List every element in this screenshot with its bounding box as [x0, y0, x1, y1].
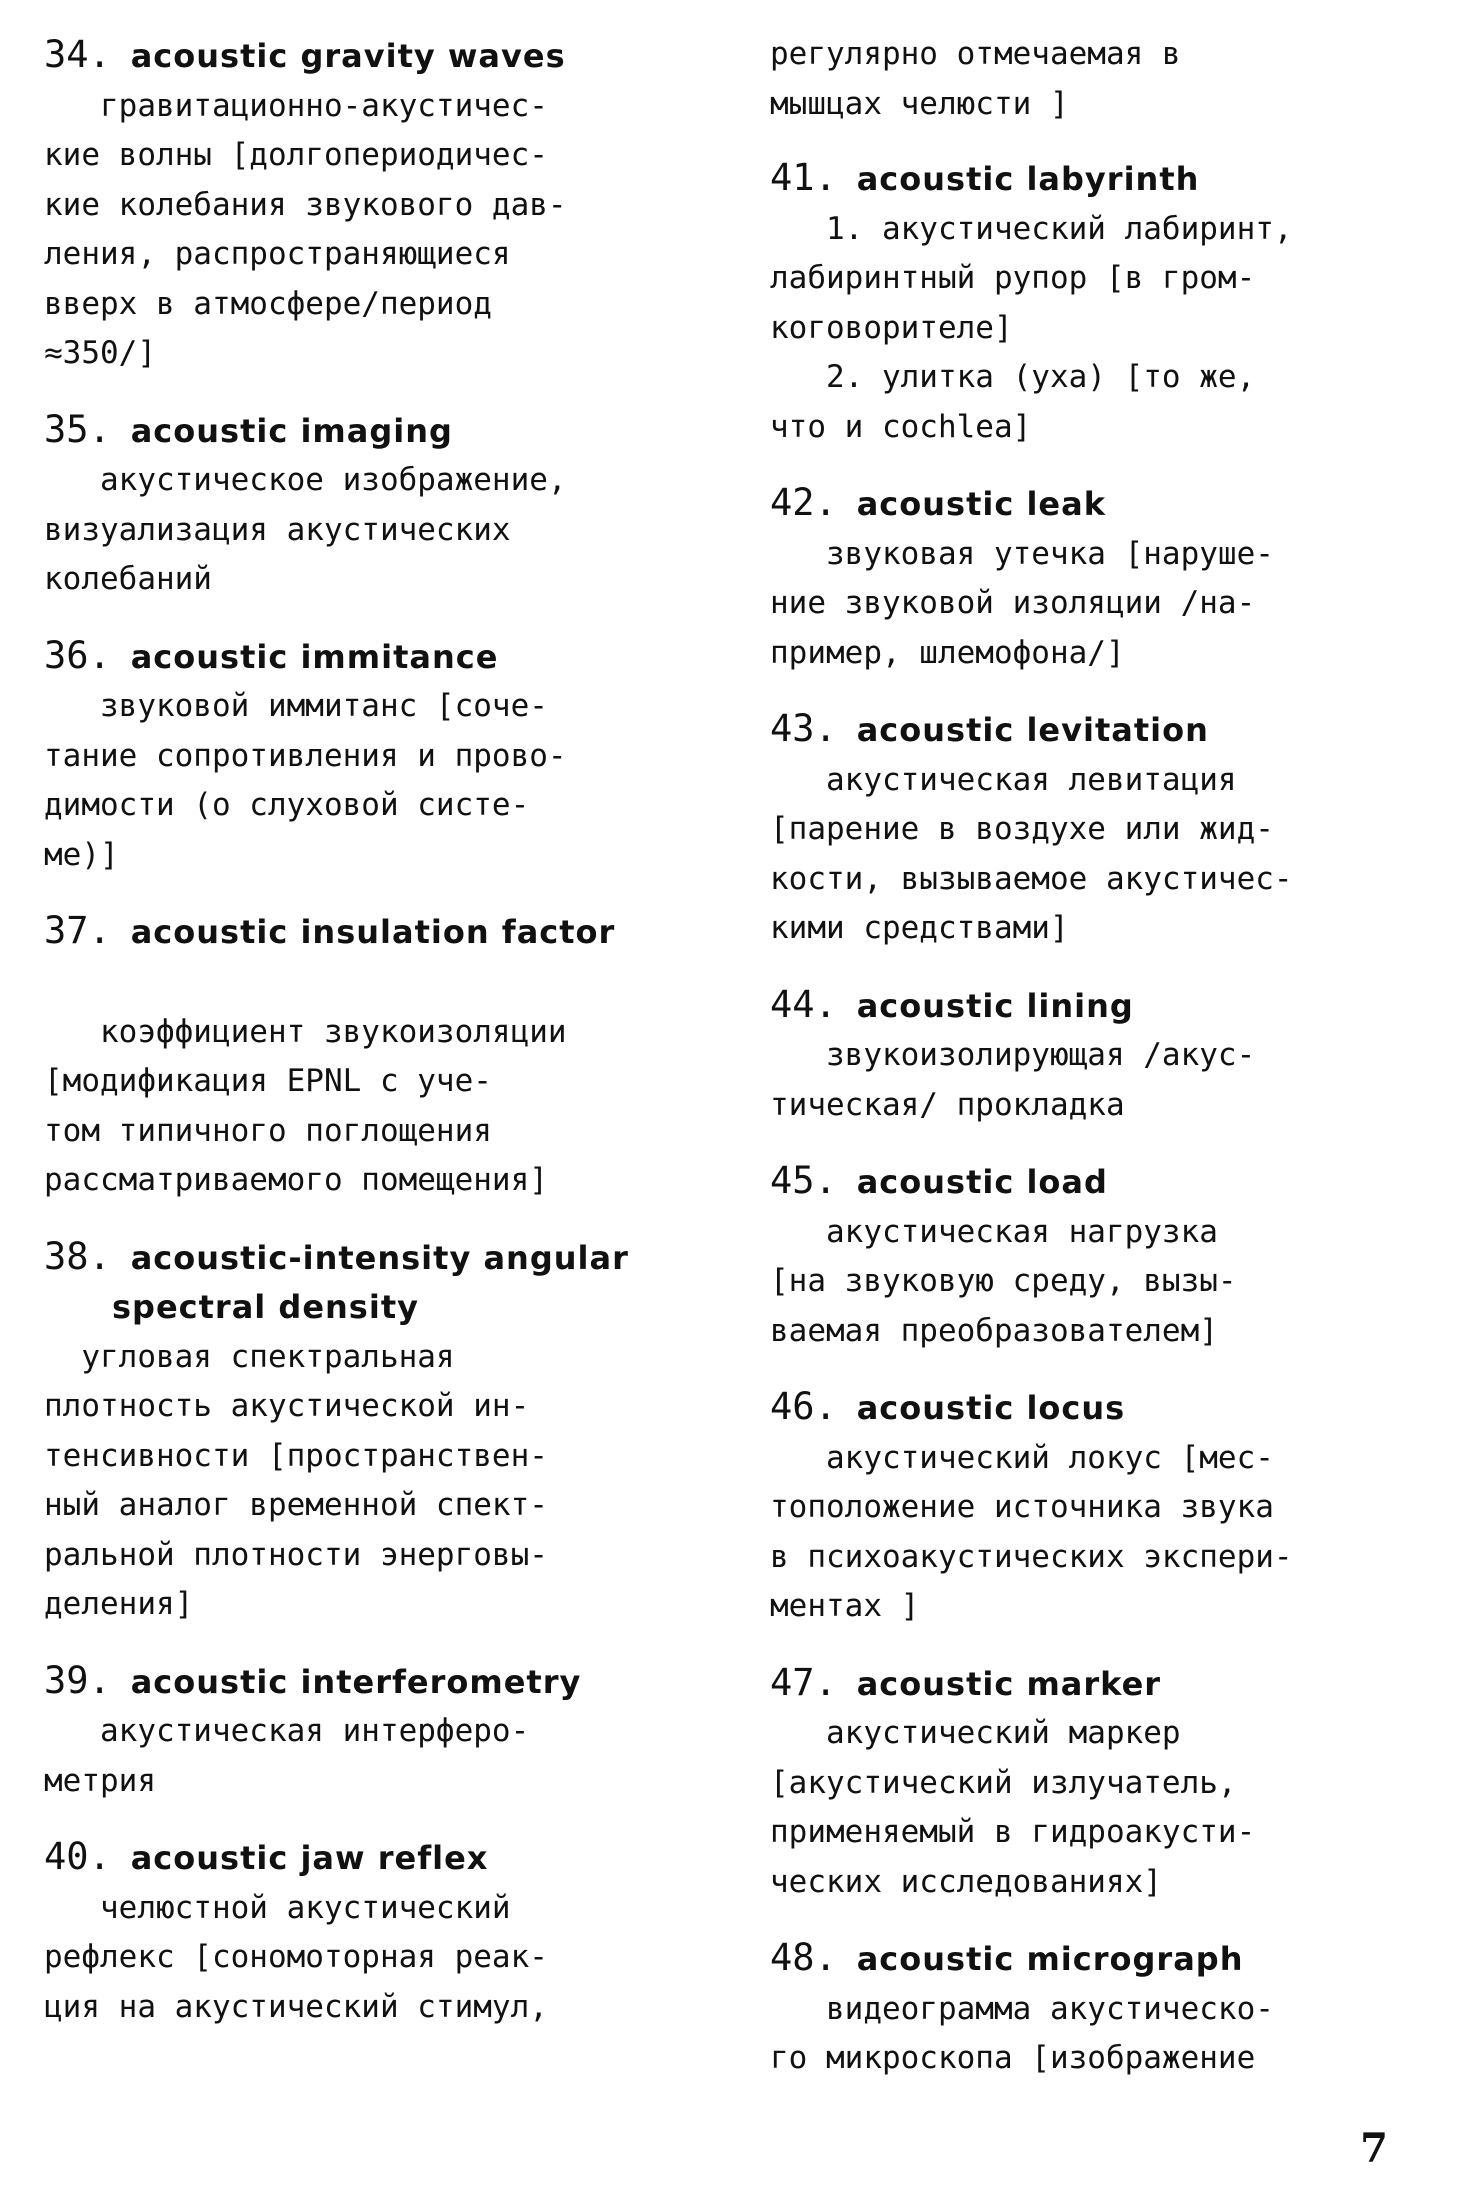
definition-line: лабиринтный рупор [в гром-	[770, 260, 1256, 296]
entry-term: acoustic marker	[856, 1664, 1162, 1703]
entry-number: 46.	[770, 1385, 837, 1428]
definition-line: ческих исследованиях]	[770, 1863, 1162, 1900]
entry-44	[770, 980, 1430, 1131]
definition-line: кие колебания звукового дав-	[44, 186, 567, 223]
definition-line: ный аналог временной спект-	[44, 1487, 548, 1523]
definition-line: го микроскопа [изображение	[770, 2040, 1256, 2076]
definition-line: акустическая левитация	[770, 761, 1237, 798]
entry-40	[44, 1832, 704, 2032]
definition-line: регулярно отмечаемая в	[770, 36, 1181, 72]
definition-line: том типичного поглощения	[44, 1112, 492, 1149]
entry-47	[770, 1658, 1430, 1908]
entry-number: 43.	[770, 707, 837, 750]
definition-line: мышцах челюсти ]	[770, 85, 1069, 122]
definition-line: коговорителе]	[770, 309, 1013, 346]
entry-36	[44, 631, 704, 881]
definition-line: рефлекс [сономоторная реак-	[44, 1939, 548, 1975]
entry-number: 48.	[770, 1936, 837, 1979]
definition-line: колебаний	[44, 561, 212, 597]
definition-line: звуковая утечка [наруше-	[770, 535, 1274, 572]
definition-line: 1. акустический лабиринт,	[770, 210, 1293, 247]
entry-48	[770, 1933, 1430, 2084]
entry-42	[770, 478, 1430, 678]
entry-number: 38.	[44, 1234, 111, 1278]
entry-heading	[770, 478, 1430, 530]
definition-line: челюстной акустический	[44, 1889, 511, 1926]
definition-line: ние звуковой изоляции /на-	[770, 585, 1256, 621]
definition-line: [акустический излучатель,	[770, 1764, 1237, 1801]
definition-line: ральной плотности энерговы-	[44, 1536, 548, 1573]
definition-line: коэффициент звукоизоляции	[44, 1013, 567, 1050]
definition-line: рассматриваемого помещения]	[44, 1162, 548, 1198]
definition-line: видеограмма акустическо-	[770, 1990, 1274, 2027]
entry-term: acoustic interferometry	[130, 1662, 582, 1701]
entry-heading	[770, 1156, 1430, 1208]
definition-line: угловая спектральная	[44, 1338, 455, 1375]
entry-43	[770, 704, 1430, 954]
entry-heading	[44, 1656, 704, 1708]
entry-45	[770, 1156, 1430, 1356]
entry-term: acoustic imaging	[130, 411, 453, 450]
definition-line: акустический локус [мес-	[770, 1439, 1274, 1476]
entry-37	[44, 906, 704, 1206]
entry-heading	[770, 153, 1430, 205]
entry-term: acoustic lining	[856, 986, 1134, 1025]
entry-heading	[770, 1382, 1430, 1434]
definition-line: димости (о слуховой систе-	[44, 787, 530, 823]
entry-number: 44.	[770, 982, 837, 1026]
definition-line: акустический маркер	[770, 1715, 1181, 1751]
definition-line: [парение в воздухе или жид-	[770, 811, 1274, 847]
entry-number: 45.	[770, 1159, 837, 1202]
entry-number: 35.	[44, 407, 111, 451]
definition-line: применяемый в гидроакусти-	[770, 1814, 1256, 1850]
entry-heading	[44, 906, 704, 958]
definition-line: [на звуковую среду, вызы-	[770, 1263, 1237, 1299]
entry-number: 41.	[770, 156, 837, 199]
definition-line: что и cochlea]	[770, 408, 1032, 445]
entry-number: 39.	[44, 1658, 111, 1702]
definition-line: гравитационно-акустичес-	[44, 87, 548, 124]
entry-heading	[44, 1232, 704, 1284]
entry-46	[770, 1382, 1430, 1632]
entry-term: acoustic insulation factor	[130, 913, 616, 951]
definition-line: кости, вызываемое акустичес-	[770, 860, 1293, 897]
definition-line: деления]	[44, 1586, 194, 1622]
entry-39	[44, 1656, 704, 1807]
entry-heading	[770, 980, 1430, 1032]
definition-line: метрия	[44, 1762, 156, 1799]
definition-line: тоположение источника звука	[770, 1489, 1274, 1525]
entry-38	[44, 1232, 704, 1630]
entry-term-continuation: spectral density	[112, 1288, 419, 1326]
entry-heading	[770, 1933, 1430, 1985]
entry-heading	[44, 405, 704, 457]
definition-line: акустическая нагрузка	[770, 1213, 1218, 1250]
entry-number: 36.	[44, 633, 111, 677]
definition-line: пример, шлемофона/]	[770, 634, 1125, 671]
definition-line: ления, распространяющиеся	[44, 236, 511, 272]
entry-number: 34.	[44, 33, 111, 76]
definition-line: плотность акустической ин-	[44, 1388, 530, 1424]
entry-35	[44, 405, 704, 605]
entry-term: acoustic immitance	[130, 637, 499, 676]
entry-heading	[44, 1832, 704, 1884]
right-column	[770, 30, 1430, 2110]
entry-term: acoustic micrograph	[856, 1940, 1244, 1978]
definition-line: [модификация EPNL с уче-	[44, 1063, 492, 1099]
entry-heading	[770, 704, 1430, 756]
entry-term: acoustic leak	[856, 485, 1106, 523]
definition-line: вверх в атмосфере/период	[44, 285, 492, 322]
definition-line: тание сопротивления и прово-	[44, 737, 567, 774]
entry-number: 42.	[770, 481, 837, 524]
entry-heading	[44, 631, 704, 683]
definition-line: ция на акустический стимул,	[44, 1988, 548, 2025]
entry-40-continuation	[770, 30, 1430, 129]
entry-term: acoustic locus	[856, 1389, 1126, 1427]
entry-term: acoustic gravity waves	[130, 37, 566, 75]
definition-line: тенсивности [пространствен-	[44, 1437, 548, 1474]
page-number: 7	[1360, 2125, 1388, 2172]
entry-34	[44, 30, 704, 379]
definition-line: звуковой иммитанс [соче-	[44, 688, 548, 724]
entry-term: acoustic jaw reflex	[130, 1839, 489, 1877]
entry-number: 47.	[770, 1660, 837, 1704]
definition-line: акустическая интерферо-	[44, 1713, 530, 1749]
definition-line: ментах ]	[770, 1588, 920, 1624]
definition-line: ме)]	[44, 836, 119, 873]
entry-number: 40.	[44, 1835, 111, 1878]
entry-term: acoustic levitation	[856, 711, 1209, 749]
left-column	[44, 30, 704, 2058]
entry-term: acoustic load	[856, 1163, 1108, 1201]
definition-line: ваемая преобразователем]	[770, 1312, 1218, 1349]
entry-term: acoustic-intensity angular	[130, 1238, 629, 1277]
definition-line: 2. улитка (уха) [то же,	[770, 359, 1256, 395]
definition-line: визуализация акустических	[44, 511, 511, 548]
definition-line: кими средствами]	[770, 910, 1069, 946]
entry-heading	[770, 1658, 1430, 1710]
definition-line: в психоакустических экспери-	[770, 1538, 1293, 1575]
definition-line: тическая/ прокладка	[770, 1086, 1125, 1123]
definition-line: ≈350/]	[44, 335, 156, 371]
definition-line: акустическое изображение,	[44, 462, 567, 498]
entry-term: acoustic labyrinth	[856, 160, 1200, 198]
entry-41	[770, 153, 1430, 452]
entry-number: 37.	[44, 909, 111, 952]
definition-line: кие волны [долгопериодичес-	[44, 137, 548, 173]
blank-gap	[44, 958, 704, 1008]
entry-heading	[44, 30, 704, 82]
definition-line: звукоизолирующая /акус-	[770, 1037, 1256, 1073]
